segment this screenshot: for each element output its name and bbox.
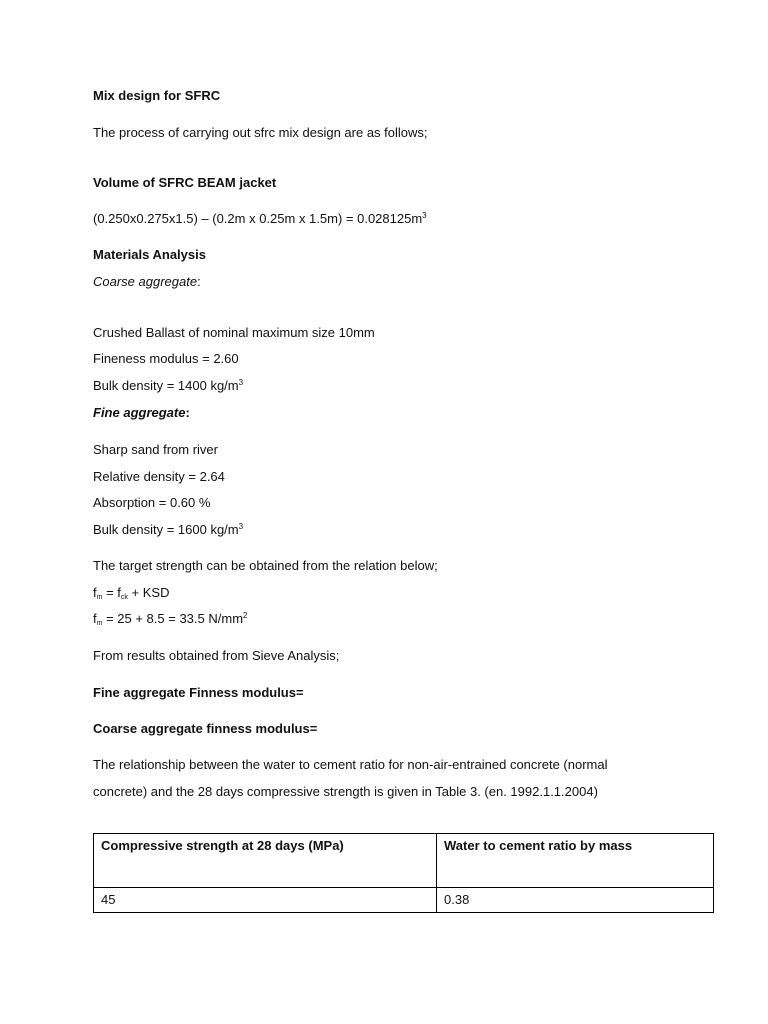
target-equation-2 [93, 611, 247, 627]
table-cell-strength: 45 [94, 888, 437, 913]
table-header-ratio: Water to cement ratio by mass [437, 834, 714, 888]
coarse-bulk-text: Bulk density = 1400 kg/m [93, 378, 239, 393]
coarse-bulk-exponent: 3 [238, 378, 244, 387]
coarse-fineness-modulus: Coarse aggregate finness modulus= [93, 721, 318, 736]
relationship-line-2: concrete) and the 28 days compressive strength is given in Table 3. (en. 1992.1.1.2004) [93, 784, 598, 799]
table-row [94, 888, 714, 913]
eq1-fck: = f [102, 585, 121, 600]
table-cell-ratio: 0.38 [437, 888, 714, 913]
materials-heading: Materials Analysis [93, 247, 206, 262]
coarse-line-ballast: Crushed Ballast of nominal maximum size 10mm [93, 325, 375, 340]
strength-ratio-table [93, 833, 714, 913]
eq2-fm-sub: m [96, 620, 103, 627]
table-header-row [94, 834, 714, 888]
fine-aggregate-colon: : [185, 405, 190, 420]
fine-bulk-exponent: 3 [238, 522, 244, 531]
target-intro: The target strength can be obtained from the relation below; [93, 558, 438, 573]
relationship-line-1: The relationship between the water to cement ratio for non-air-entrained concrete (normal [93, 757, 608, 772]
volume-heading: Volume of SFRC BEAM jacket [93, 175, 277, 190]
fine-bulk-text: Bulk density = 1600 kg/m [93, 522, 239, 537]
doc-title: Mix design for SFRC [93, 88, 221, 103]
table-header-strength: Compressive strength at 28 days (MPa) [94, 834, 437, 888]
fine-line-relative-density: Relative density = 2.64 [93, 469, 225, 484]
volume-calc-text: (0.250x0.275x1.5) – (0.2m x 0.25m x 1.5m) = 0.028125m [93, 211, 423, 226]
coarse-bulk-density [93, 378, 243, 394]
volume-calc-exponent: 3 [422, 211, 427, 220]
fine-line-sand: Sharp sand from river [93, 442, 218, 457]
coarse-aggregate-colon: : [197, 274, 201, 289]
coarse-aggregate-label: Coarse aggregate [93, 274, 198, 289]
eq2-fm: f [93, 611, 97, 626]
coarse-line-fineness: Fineness modulus = 2.60 [93, 351, 239, 366]
target-equation-1 [93, 585, 169, 601]
coarse-aggregate-heading [93, 274, 201, 290]
eq1-fck-sub: ck [120, 594, 128, 601]
fine-aggregate-heading [93, 405, 190, 421]
fine-aggregate-label: Fine aggregate [93, 405, 186, 420]
sieve-intro: From results obtained from Sieve Analysis; [93, 648, 340, 663]
fine-bulk-density [93, 522, 243, 538]
eq2-exponent: 2 [243, 611, 248, 620]
eq1-fm: f [93, 585, 97, 600]
eq1-fm-sub: m [96, 594, 103, 601]
fine-fineness-modulus: Fine aggregate Finness modulus= [93, 685, 304, 700]
intro-text: The process of carrying out sfrc mix design are as follows; [93, 125, 428, 140]
eq2-value: = 25 + 8.5 = 33.5 N/mm [102, 611, 244, 626]
fine-line-absorption: Absorption = 0.60 % [93, 495, 211, 510]
eq1-ksd: + KSD [127, 585, 170, 600]
volume-calc [93, 211, 427, 227]
